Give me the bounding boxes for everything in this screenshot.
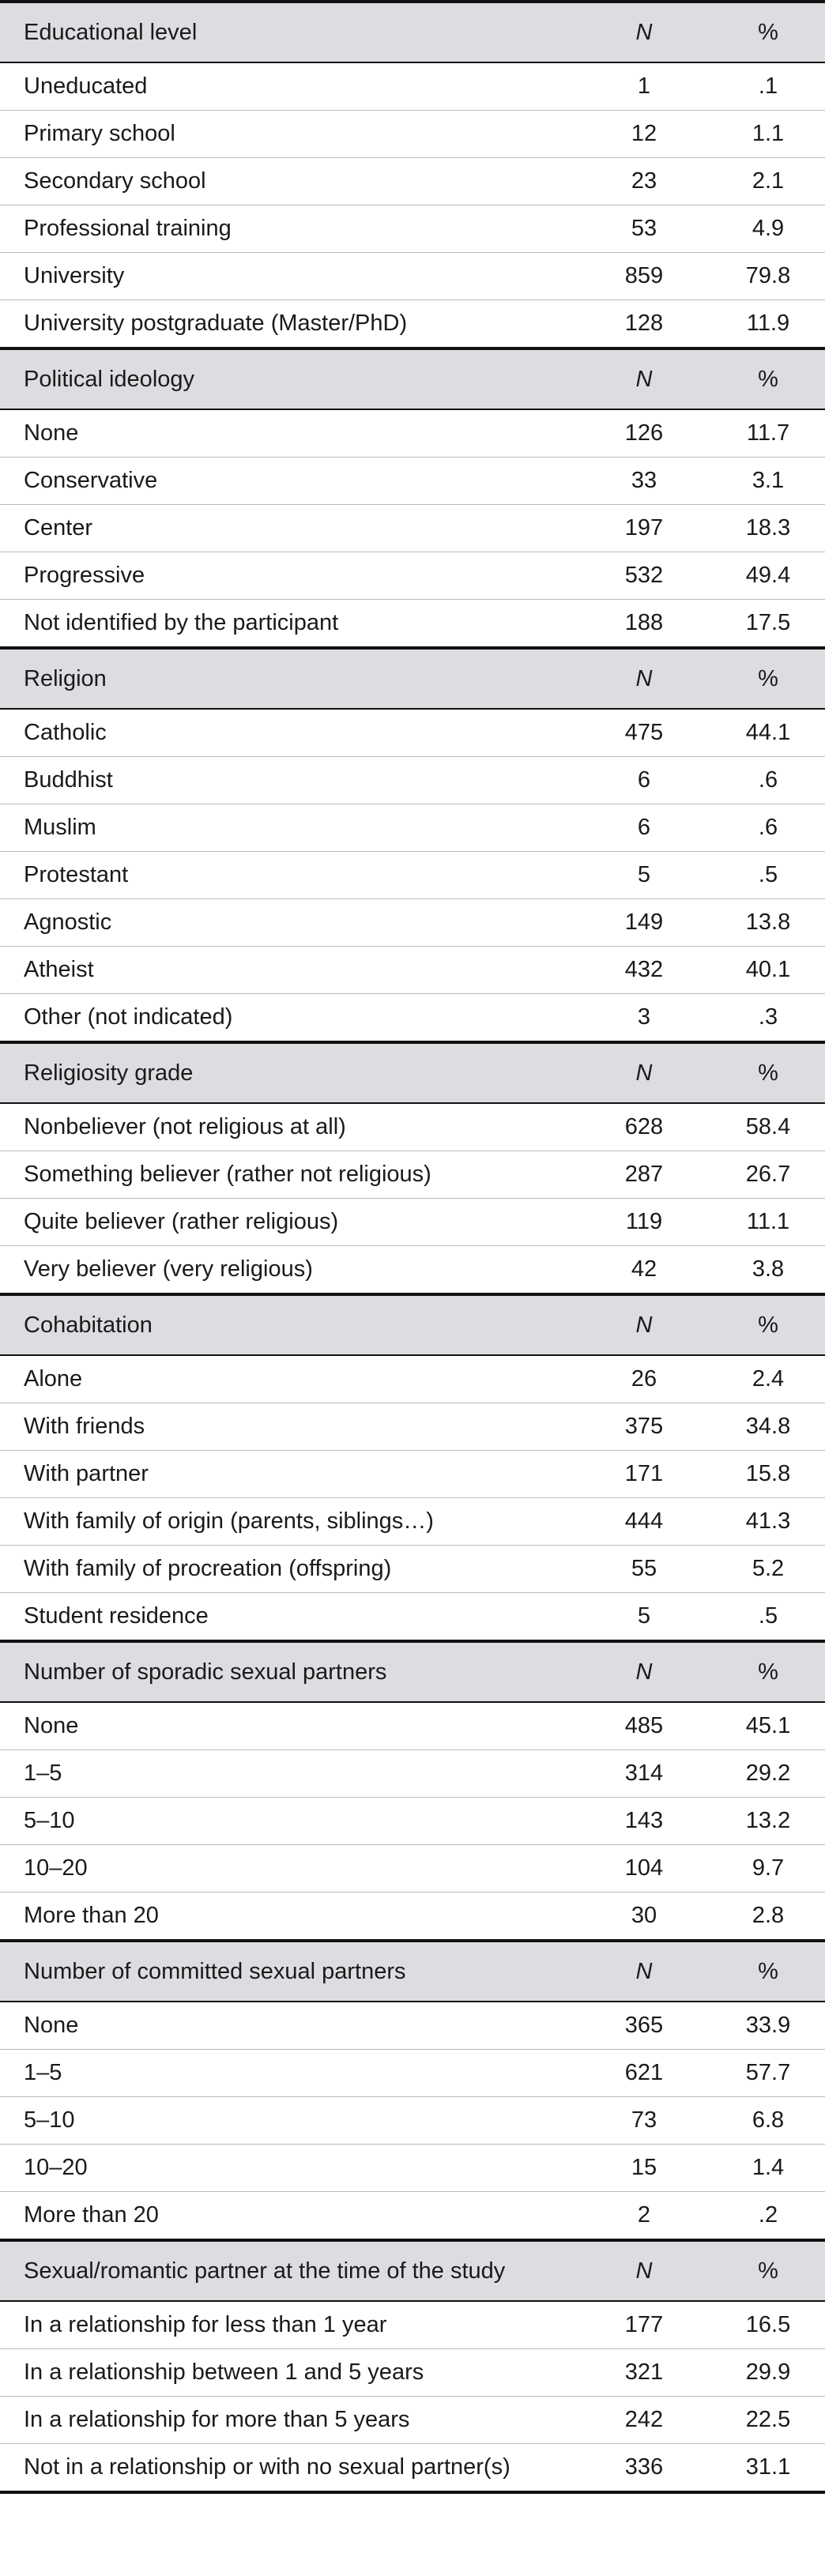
row-label: In a relationship for more than 5 years — [0, 2397, 577, 2444]
row-count: 5 — [577, 852, 711, 899]
table-row — [0, 994, 825, 1043]
column-header-n: N — [577, 2, 711, 62]
row-label: With partner — [0, 1451, 577, 1498]
row-percent: .5 — [711, 852, 825, 899]
table-section — [0, 1042, 825, 1294]
row-count: 30 — [577, 1892, 711, 1941]
section-header-label: Sexual/romantic partner at the time of the study — [0, 2240, 577, 2301]
section-header-label: Religiosity grade — [0, 1042, 577, 1103]
section-header-row — [0, 1294, 825, 1355]
table-row — [0, 804, 825, 852]
column-header-percent: % — [711, 648, 825, 709]
row-label: University postgraduate (Master/PhD) — [0, 300, 577, 349]
row-count: 314 — [577, 1750, 711, 1798]
row-count: 432 — [577, 947, 711, 994]
row-percent: 34.8 — [711, 1403, 825, 1451]
table-row — [0, 505, 825, 552]
table-row — [0, 1546, 825, 1593]
row-percent: 18.3 — [711, 505, 825, 552]
row-count: 119 — [577, 1199, 711, 1246]
table-section — [0, 348, 825, 648]
row-percent: 2.8 — [711, 1892, 825, 1941]
row-percent: 17.5 — [711, 600, 825, 649]
table-row — [0, 1151, 825, 1199]
section-header-label: Number of sporadic sexual partners — [0, 1641, 577, 1702]
section-header-label: Religion — [0, 648, 577, 709]
section-header-label: Political ideology — [0, 348, 577, 409]
row-percent: 26.7 — [711, 1151, 825, 1199]
row-count: 42 — [577, 1246, 711, 1295]
row-percent: 9.7 — [711, 1845, 825, 1892]
table-row — [0, 2349, 825, 2397]
table-row — [0, 1845, 825, 1892]
row-percent: 45.1 — [711, 1702, 825, 1750]
row-label: With family of origin (parents, siblings…) — [0, 1498, 577, 1546]
column-header-n: N — [577, 1294, 711, 1355]
row-label: Protestant — [0, 852, 577, 899]
row-count: 621 — [577, 2050, 711, 2097]
row-label: None — [0, 1702, 577, 1750]
table-section — [0, 2240, 825, 2492]
row-count: 53 — [577, 205, 711, 253]
table-section — [0, 648, 825, 1042]
row-count: 149 — [577, 899, 711, 947]
row-label: 10–20 — [0, 2145, 577, 2192]
row-label: Student residence — [0, 1593, 577, 1642]
row-label: 10–20 — [0, 1845, 577, 1892]
row-count: 73 — [577, 2097, 711, 2145]
table-row — [0, 757, 825, 804]
row-count: 15 — [577, 2145, 711, 2192]
row-percent: 15.8 — [711, 1451, 825, 1498]
column-header-n: N — [577, 648, 711, 709]
row-label: Very believer (very religious) — [0, 1246, 577, 1295]
row-label: Something believer (rather not religious) — [0, 1151, 577, 1199]
row-percent: 40.1 — [711, 947, 825, 994]
table-row — [0, 1702, 825, 1750]
table-row — [0, 1246, 825, 1295]
table-row — [0, 1355, 825, 1403]
row-count: 532 — [577, 552, 711, 600]
column-header-percent: % — [711, 2, 825, 62]
table-row — [0, 2301, 825, 2349]
row-percent: 1.4 — [711, 2145, 825, 2192]
row-count: 177 — [577, 2301, 711, 2349]
row-percent: 58.4 — [711, 1103, 825, 1151]
row-label: Muslim — [0, 804, 577, 852]
section-header-row — [0, 1042, 825, 1103]
column-header-percent: % — [711, 1641, 825, 1702]
section-header-row — [0, 1641, 825, 1702]
row-label: Buddhist — [0, 757, 577, 804]
row-percent: 11.1 — [711, 1199, 825, 1246]
row-percent: .6 — [711, 804, 825, 852]
row-percent: 5.2 — [711, 1546, 825, 1593]
table-row — [0, 458, 825, 505]
table-row — [0, 552, 825, 600]
row-label: University — [0, 253, 577, 300]
section-header-row — [0, 648, 825, 709]
section-header-label: Educational level — [0, 2, 577, 62]
row-label: Primary school — [0, 111, 577, 158]
row-count: 475 — [577, 709, 711, 757]
section-header-row — [0, 348, 825, 409]
table-section — [0, 2, 825, 348]
row-count: 287 — [577, 1151, 711, 1199]
row-label: Conservative — [0, 458, 577, 505]
row-percent: 3.8 — [711, 1246, 825, 1295]
table-row — [0, 300, 825, 349]
row-count: 55 — [577, 1546, 711, 1593]
row-count: 126 — [577, 409, 711, 458]
row-percent: 79.8 — [711, 253, 825, 300]
table-row — [0, 2397, 825, 2444]
row-percent: 11.7 — [711, 409, 825, 458]
row-percent: 31.1 — [711, 2444, 825, 2493]
row-percent: 29.2 — [711, 1750, 825, 1798]
row-label: 5–10 — [0, 2097, 577, 2145]
row-label: 5–10 — [0, 1798, 577, 1845]
column-header-n: N — [577, 1042, 711, 1103]
row-label: Not identified by the participant — [0, 600, 577, 649]
row-label: More than 20 — [0, 1892, 577, 1941]
table-row — [0, 253, 825, 300]
row-label: None — [0, 409, 577, 458]
row-count: 12 — [577, 111, 711, 158]
row-label: Nonbeliever (not religious at all) — [0, 1103, 577, 1151]
row-percent: 1.1 — [711, 111, 825, 158]
row-count: 128 — [577, 300, 711, 349]
table-row — [0, 1403, 825, 1451]
row-count: 23 — [577, 158, 711, 205]
row-percent: 29.9 — [711, 2349, 825, 2397]
table-row — [0, 2097, 825, 2145]
table-row — [0, 1498, 825, 1546]
table-row — [0, 111, 825, 158]
row-count: 444 — [577, 1498, 711, 1546]
table-row — [0, 1892, 825, 1941]
row-label: With family of procreation (offspring) — [0, 1546, 577, 1593]
row-percent: 3.1 — [711, 458, 825, 505]
row-label: Atheist — [0, 947, 577, 994]
row-percent: .5 — [711, 1593, 825, 1642]
section-header-row — [0, 2, 825, 62]
row-count: 375 — [577, 1403, 711, 1451]
table-row — [0, 899, 825, 947]
table-row — [0, 1798, 825, 1845]
column-header-n: N — [577, 1641, 711, 1702]
row-label: In a relationship for less than 1 year — [0, 2301, 577, 2349]
section-header-label: Cohabitation — [0, 1294, 577, 1355]
row-count: 1 — [577, 62, 711, 111]
table-row — [0, 709, 825, 757]
row-count: 628 — [577, 1103, 711, 1151]
row-count: 33 — [577, 458, 711, 505]
section-header-row — [0, 1941, 825, 2002]
row-label: Center — [0, 505, 577, 552]
row-count: 6 — [577, 757, 711, 804]
row-percent: 49.4 — [711, 552, 825, 600]
row-label: In a relationship between 1 and 5 years — [0, 2349, 577, 2397]
row-count: 171 — [577, 1451, 711, 1498]
table-row — [0, 2050, 825, 2097]
row-percent: 22.5 — [711, 2397, 825, 2444]
table-section — [0, 1294, 825, 1641]
row-count: 3 — [577, 994, 711, 1043]
row-count: 485 — [577, 1702, 711, 1750]
row-count: 2 — [577, 2192, 711, 2241]
row-percent: .3 — [711, 994, 825, 1043]
column-header-n: N — [577, 2240, 711, 2301]
row-percent: 33.9 — [711, 2002, 825, 2050]
table-row — [0, 2002, 825, 2050]
row-count: 188 — [577, 600, 711, 649]
row-count: 143 — [577, 1798, 711, 1845]
column-header-percent: % — [711, 1042, 825, 1103]
table-row — [0, 62, 825, 111]
row-label: None — [0, 2002, 577, 2050]
row-label: Not in a relationship or with no sexual partner(s) — [0, 2444, 577, 2493]
row-percent: .2 — [711, 2192, 825, 2241]
row-count: 6 — [577, 804, 711, 852]
row-label: Catholic — [0, 709, 577, 757]
row-percent: 11.9 — [711, 300, 825, 349]
section-header-row — [0, 2240, 825, 2301]
table-row — [0, 1593, 825, 1642]
row-count: 197 — [577, 505, 711, 552]
table-row — [0, 1103, 825, 1151]
row-label: Other (not indicated) — [0, 994, 577, 1043]
row-label: Quite believer (rather religious) — [0, 1199, 577, 1246]
row-percent: 4.9 — [711, 205, 825, 253]
row-count: 336 — [577, 2444, 711, 2493]
table-row — [0, 2192, 825, 2241]
table-row — [0, 2444, 825, 2493]
row-label: Uneducated — [0, 62, 577, 111]
row-percent: .1 — [711, 62, 825, 111]
column-header-percent: % — [711, 348, 825, 409]
table-row — [0, 2145, 825, 2192]
row-count: 859 — [577, 253, 711, 300]
row-count: 242 — [577, 2397, 711, 2444]
row-percent: 2.1 — [711, 158, 825, 205]
table-section — [0, 1941, 825, 2240]
row-percent: 2.4 — [711, 1355, 825, 1403]
column-header-n: N — [577, 348, 711, 409]
table-row — [0, 1451, 825, 1498]
row-percent: 6.8 — [711, 2097, 825, 2145]
row-percent: 16.5 — [711, 2301, 825, 2349]
row-count: 104 — [577, 1845, 711, 1892]
row-label: Professional training — [0, 205, 577, 253]
row-count: 365 — [577, 2002, 711, 2050]
row-label: Alone — [0, 1355, 577, 1403]
table-section — [0, 1641, 825, 1941]
table-row — [0, 852, 825, 899]
row-count: 5 — [577, 1593, 711, 1642]
table-row — [0, 947, 825, 994]
row-label: Progressive — [0, 552, 577, 600]
row-label: 1–5 — [0, 1750, 577, 1798]
table-row — [0, 1199, 825, 1246]
table-row — [0, 600, 825, 649]
row-percent: .6 — [711, 757, 825, 804]
table-row — [0, 205, 825, 253]
row-label: With friends — [0, 1403, 577, 1451]
row-count: 321 — [577, 2349, 711, 2397]
table-row — [0, 409, 825, 458]
row-percent: 13.8 — [711, 899, 825, 947]
column-header-percent: % — [711, 1941, 825, 2002]
column-header-percent: % — [711, 1294, 825, 1355]
row-percent: 41.3 — [711, 1498, 825, 1546]
row-label: 1–5 — [0, 2050, 577, 2097]
row-percent: 13.2 — [711, 1798, 825, 1845]
table-row — [0, 1750, 825, 1798]
row-label: Agnostic — [0, 899, 577, 947]
column-header-n: N — [577, 1941, 711, 2002]
row-label: More than 20 — [0, 2192, 577, 2241]
column-header-percent: % — [711, 2240, 825, 2301]
section-header-label: Number of committed sexual partners — [0, 1941, 577, 2002]
row-percent: 57.7 — [711, 2050, 825, 2097]
table-row — [0, 158, 825, 205]
row-count: 26 — [577, 1355, 711, 1403]
row-percent: 44.1 — [711, 709, 825, 757]
row-label: Secondary school — [0, 158, 577, 205]
